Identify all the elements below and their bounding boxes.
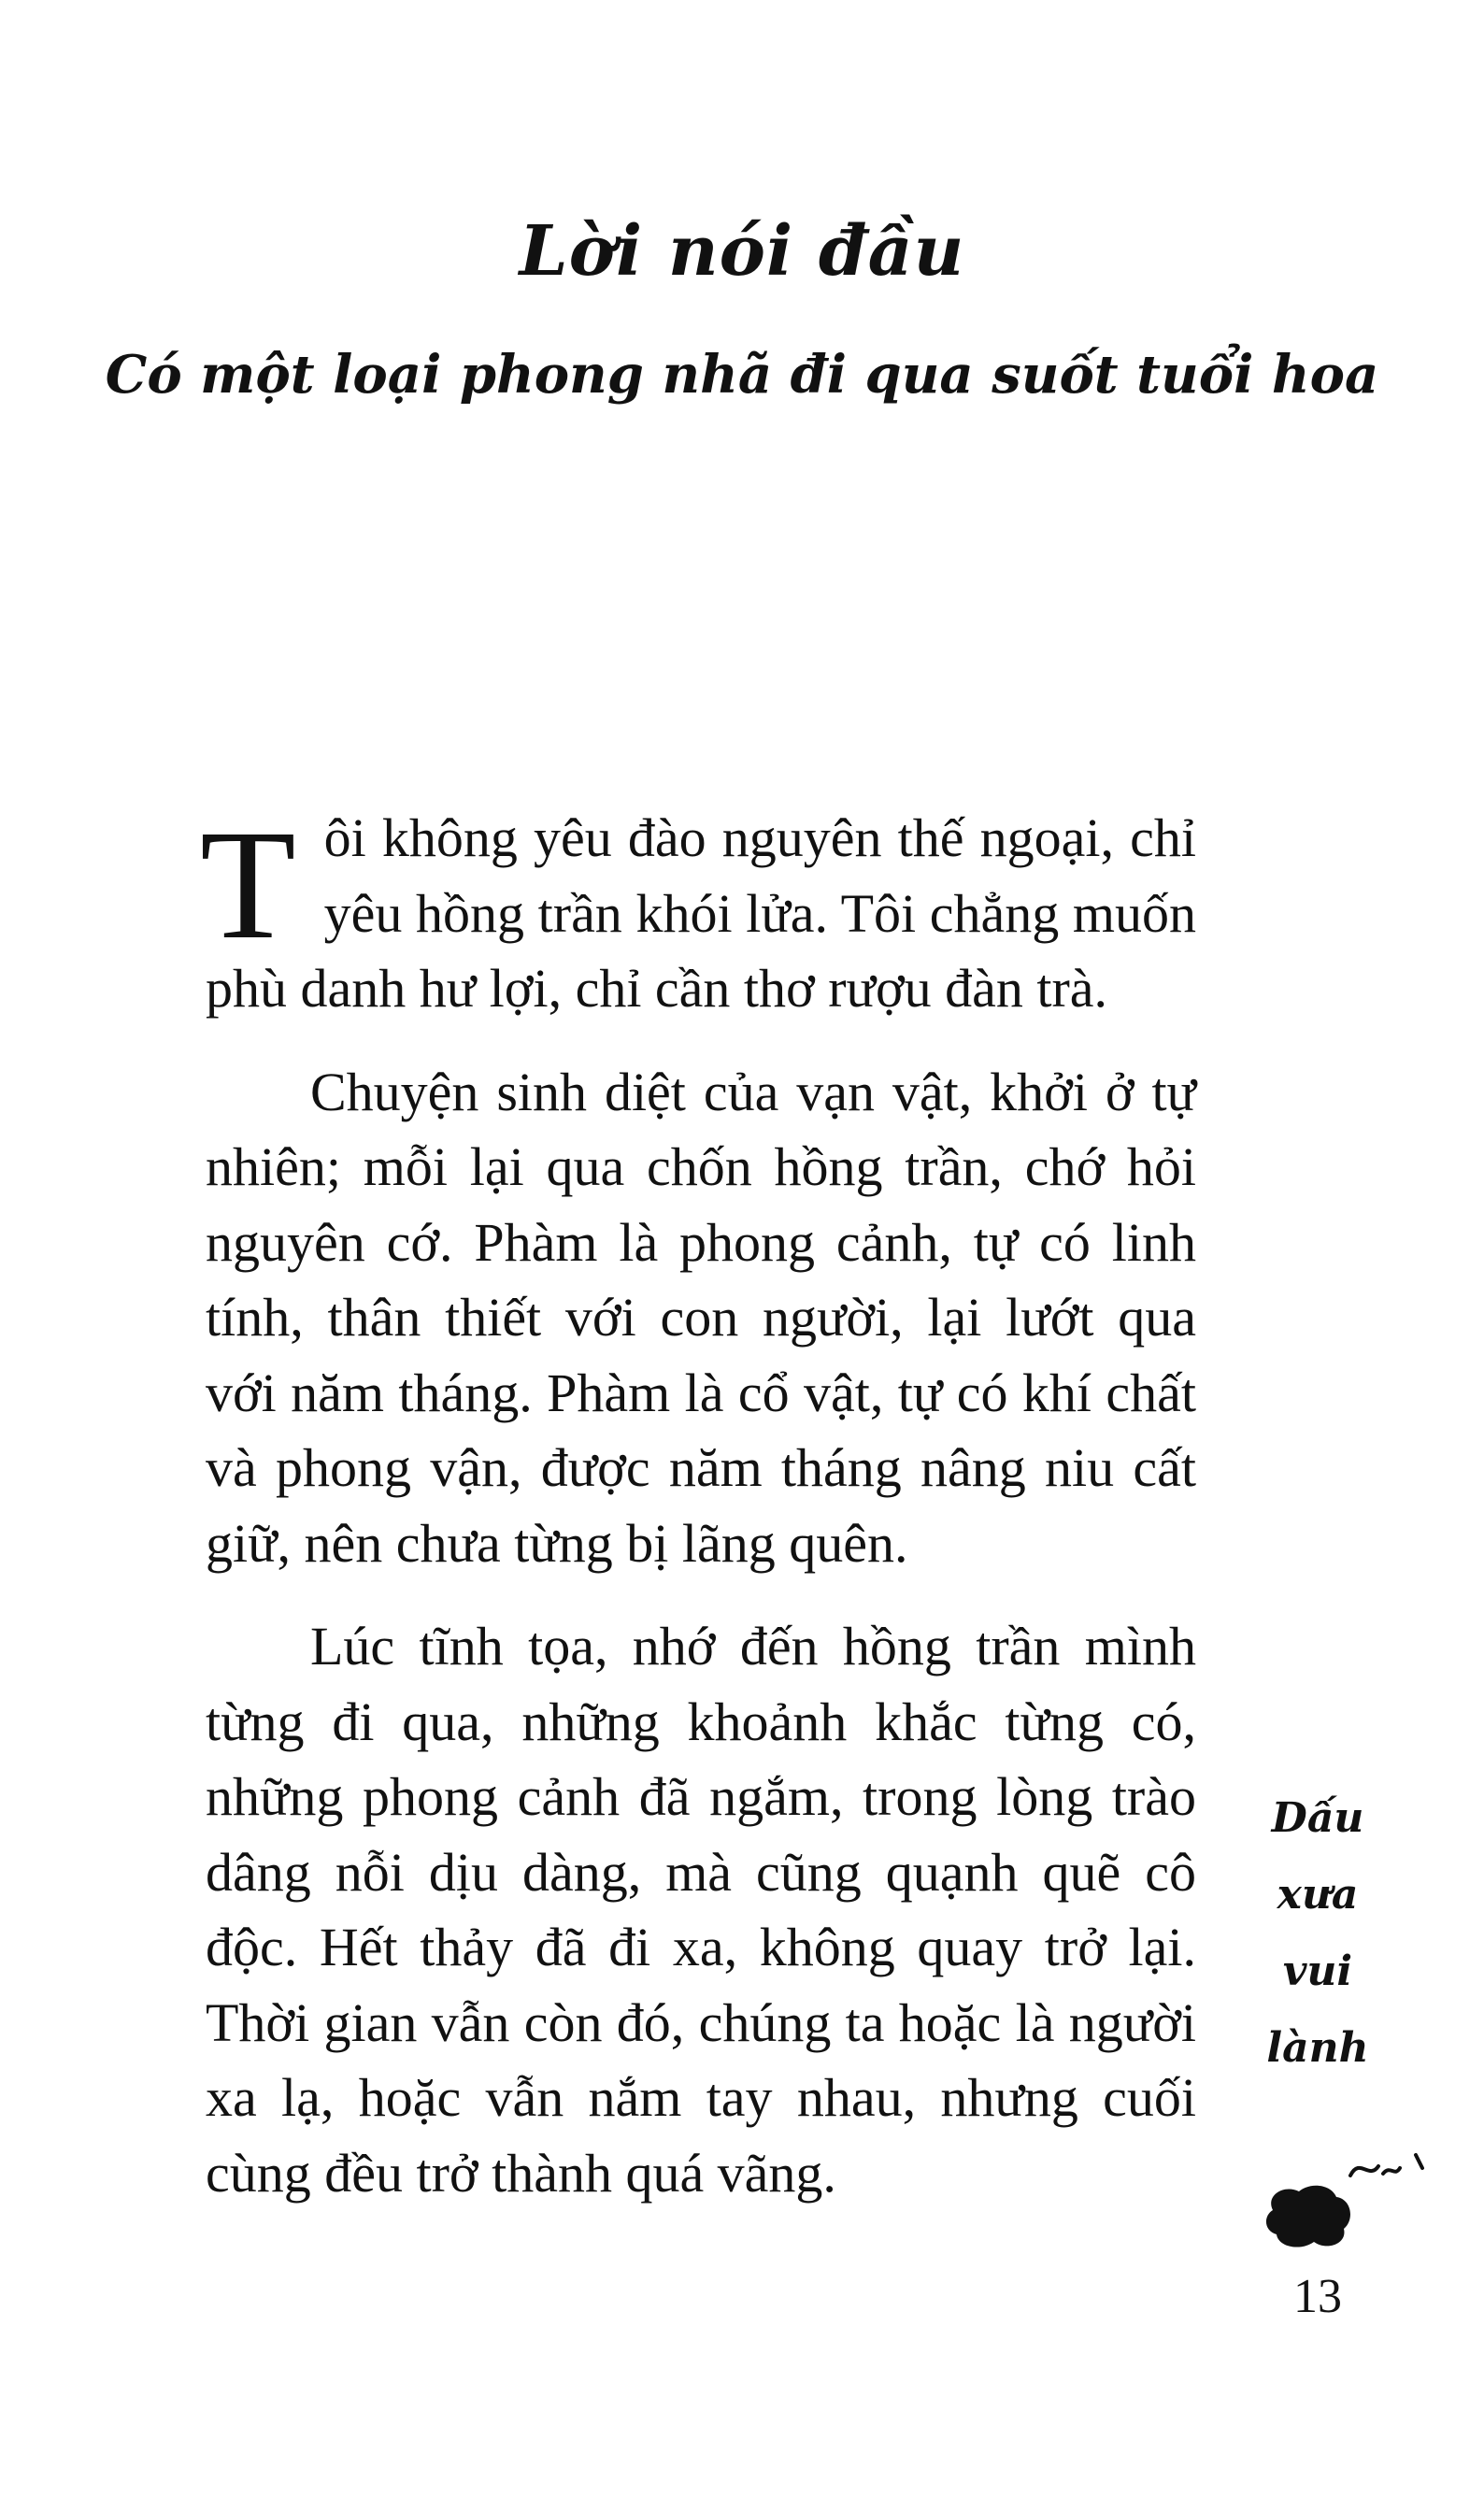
page-number: 13 xyxy=(1293,2270,1342,2323)
chapter-title: Lời nói đầu xyxy=(519,211,965,292)
margin-note-line: Dấu xyxy=(1271,1794,1364,1842)
margin-note-line: xưa xyxy=(1277,1871,1359,1919)
paragraph-2: Chuyện sinh diệt của vạn vật, khởi ở tự nhiên; mỗi lại qua chốn hồng trần, chớ hỏi nguyên cớ. Phàm là phong cảnh, tự có linh tính, thân thiết với con người, lại lướt qua với năm tháng. Phàm là cổ vật, tự có khí chất và phong vận, được năm tháng nâng niu cất giữ, nên chưa từng bị lãng quên. xyxy=(206,1061,1196,1574)
margin-note xyxy=(1252,1780,1383,2087)
body-text xyxy=(200,798,1196,2211)
ink-blot-icon xyxy=(1262,2182,1355,2249)
margin-note-line: vui xyxy=(1282,1948,1353,1995)
chapter-subtitle: Có một loại phong nhã đi qua suốt tuổi hoa xyxy=(105,344,1379,406)
paragraph-3: Lúc tĩnh tọa, nhớ đến hồng trần mình từng đi qua, những khoảnh khắc từng có, những phong cảnh đã ngắm, trong lòng trào dâng nỗi dịu dàng, mà cũng quạnh quẽ cô độc. Hết thảy đã đi xa, không quay trở lại. Thời gian vẫn còn đó, chúng ta hoặc là người xa lạ, hoặc vẫn nắm tay nhau, nhưng cuối cùng đều trở thành quá vãng. xyxy=(206,1616,1196,2204)
paragraph-1 xyxy=(200,798,1196,1027)
drop-cap: T xyxy=(200,798,296,972)
margin-note-line: lành xyxy=(1266,2024,1369,2072)
ink-flourish-icon xyxy=(1346,2147,1430,2185)
paragraph-1-text: ôi không yêu đào nguyên thế ngoại, chỉ yêu hồng trần khói lửa. Tôi chẳng muốn phù danh hư lợi, chỉ cần thơ rượu đàn trà. xyxy=(206,807,1196,1019)
